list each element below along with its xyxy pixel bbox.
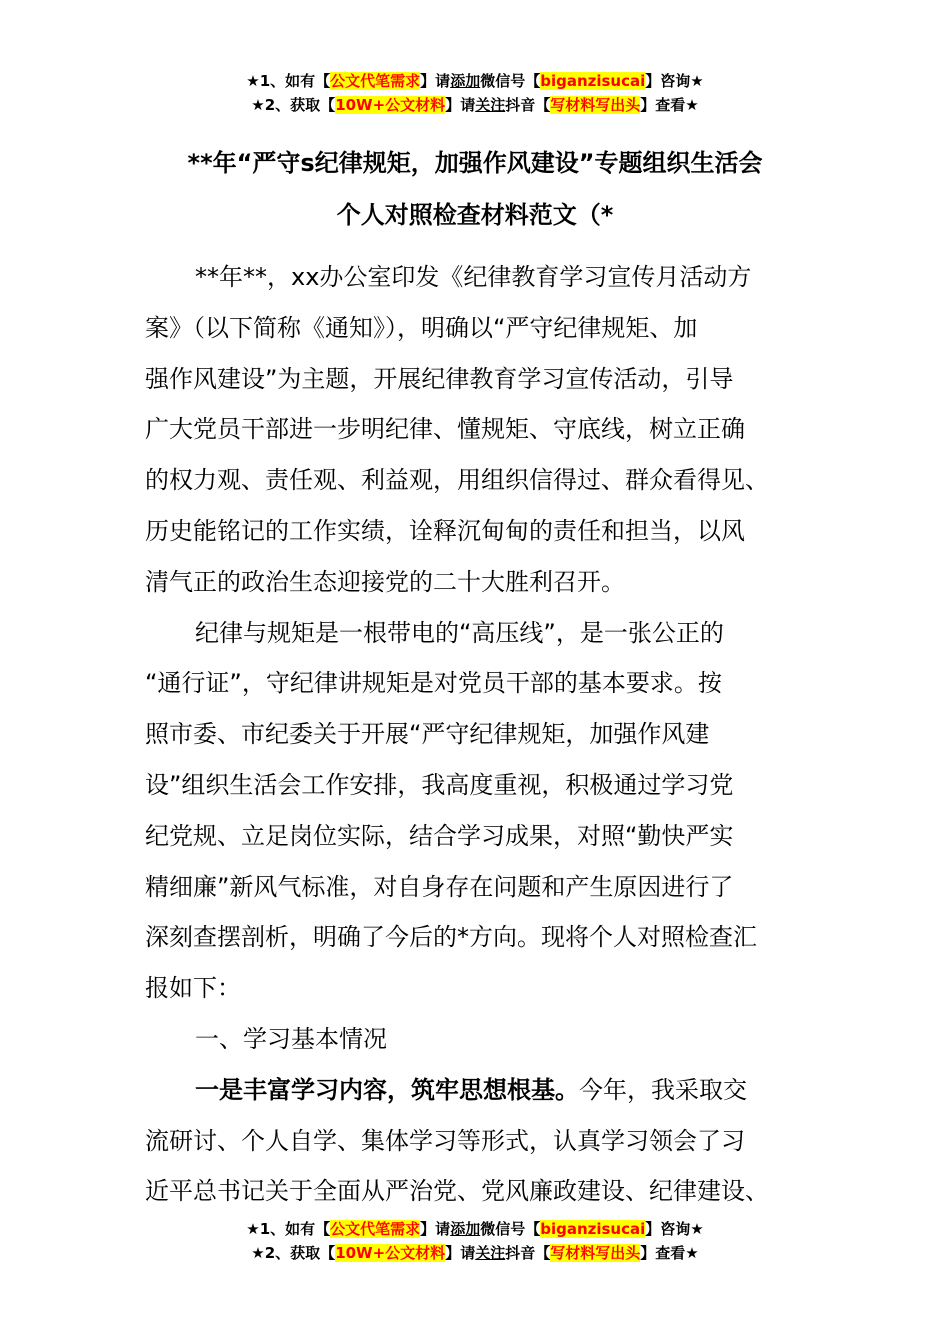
bottom-banner — [0, 1217, 950, 1265]
highlight-text: 写材料写出头 — [550, 96, 641, 114]
bold-lead: 一是丰富学习内容，筑牢思想根基。 — [195, 1075, 579, 1104]
text-line: 一是丰富学习内容，筑牢思想根基。今年，我采取交 — [195, 1075, 747, 1104]
text-line: **年**，xx办公室印发《纪律教育学习宣传月活动方 — [195, 263, 752, 291]
highlight-text: biganzisucai — [540, 1220, 646, 1238]
banner-line-2: ★2、获取【10W+公文材料】请关注抖音【写材料写出头】查看★ — [251, 96, 699, 114]
section-heading: 一、学习基本情况 — [195, 1024, 387, 1053]
text-line: 精细廉”新风气标准，对自身存在问题和产生原因进行了 — [145, 872, 734, 901]
banner-line-2: ★2、获取【10W+公文材料】请关注抖音【写材料写出头】查看★ — [251, 1244, 699, 1262]
text-line: 广大党员干部进一步明纪律、懂规矩、守底线，树立正确 — [145, 415, 745, 444]
text-line: 近平总书记关于全面从严治党、党风廉政建设、纪律建设、 — [145, 1177, 769, 1206]
text-line: 报如下： — [145, 974, 241, 1003]
title-line-1: **年“严守s纪律规矩，加强作风建设”专题组织生活会 — [187, 149, 763, 177]
highlight-text: biganzisucai — [540, 72, 646, 90]
text-line: 强作风建设”为主题，开展纪律教育学习宣传活动，引导 — [145, 364, 734, 393]
text-line: 照市委、市纪委关于开展“严守纪律规矩，加强作风建 — [145, 720, 710, 749]
text-line: 案》（以下简称《通知》），明确以“严守纪律规矩、加 — [145, 313, 698, 342]
text-line: 历史能铭记的工作实绩，诠释沉甸甸的责任和担当，以风 — [145, 516, 745, 545]
text-line: 清气正的政治生态迎接党的二十大胜利召开。 — [145, 567, 625, 596]
highlight-text: 写材料写出头 — [550, 1244, 641, 1262]
text-line: 纪律与规矩是一根带电的“高压线”，是一张公正的 — [195, 618, 724, 647]
text-line: 设”组织生活会工作安排，我高度重视，积极通过学习党 — [145, 770, 734, 799]
text-line: “通行证”，守纪律讲规矩是对党员干部的基本要求。按 — [145, 669, 722, 698]
title-line-2: 个人对照检查材料范文（* — [336, 201, 614, 229]
document-title — [0, 137, 950, 241]
highlight-text: 10W+公文材料 — [335, 1244, 446, 1262]
text-line: 流研讨、个人自学、集体学习等形式，认真学习领会了习 — [145, 1126, 745, 1155]
banner-line-1: ★1、如有【公文代笔需求】请添加微信号【biganzisucai】咨询★ — [246, 72, 704, 90]
highlight-text: 10W+公文材料 — [335, 96, 446, 114]
text-line: 纪党规、立足岗位实际，结合学习成果，对照“勤快严实 — [145, 821, 734, 850]
document-body — [145, 252, 805, 1217]
highlight-text: 公文代笔需求 — [330, 72, 421, 90]
text-line: 的权力观、责任观、利益观，用组织信得过、群众看得见、 — [145, 466, 769, 495]
highlight-text: 公文代笔需求 — [330, 1220, 421, 1238]
top-banner — [0, 69, 950, 117]
banner-line-1: ★1、如有【公文代笔需求】请添加微信号【biganzisucai】咨询★ — [246, 1220, 704, 1238]
text-line: 深刻查摆剖析，明确了今后的*方向。现将个人对照检查汇 — [145, 923, 757, 952]
